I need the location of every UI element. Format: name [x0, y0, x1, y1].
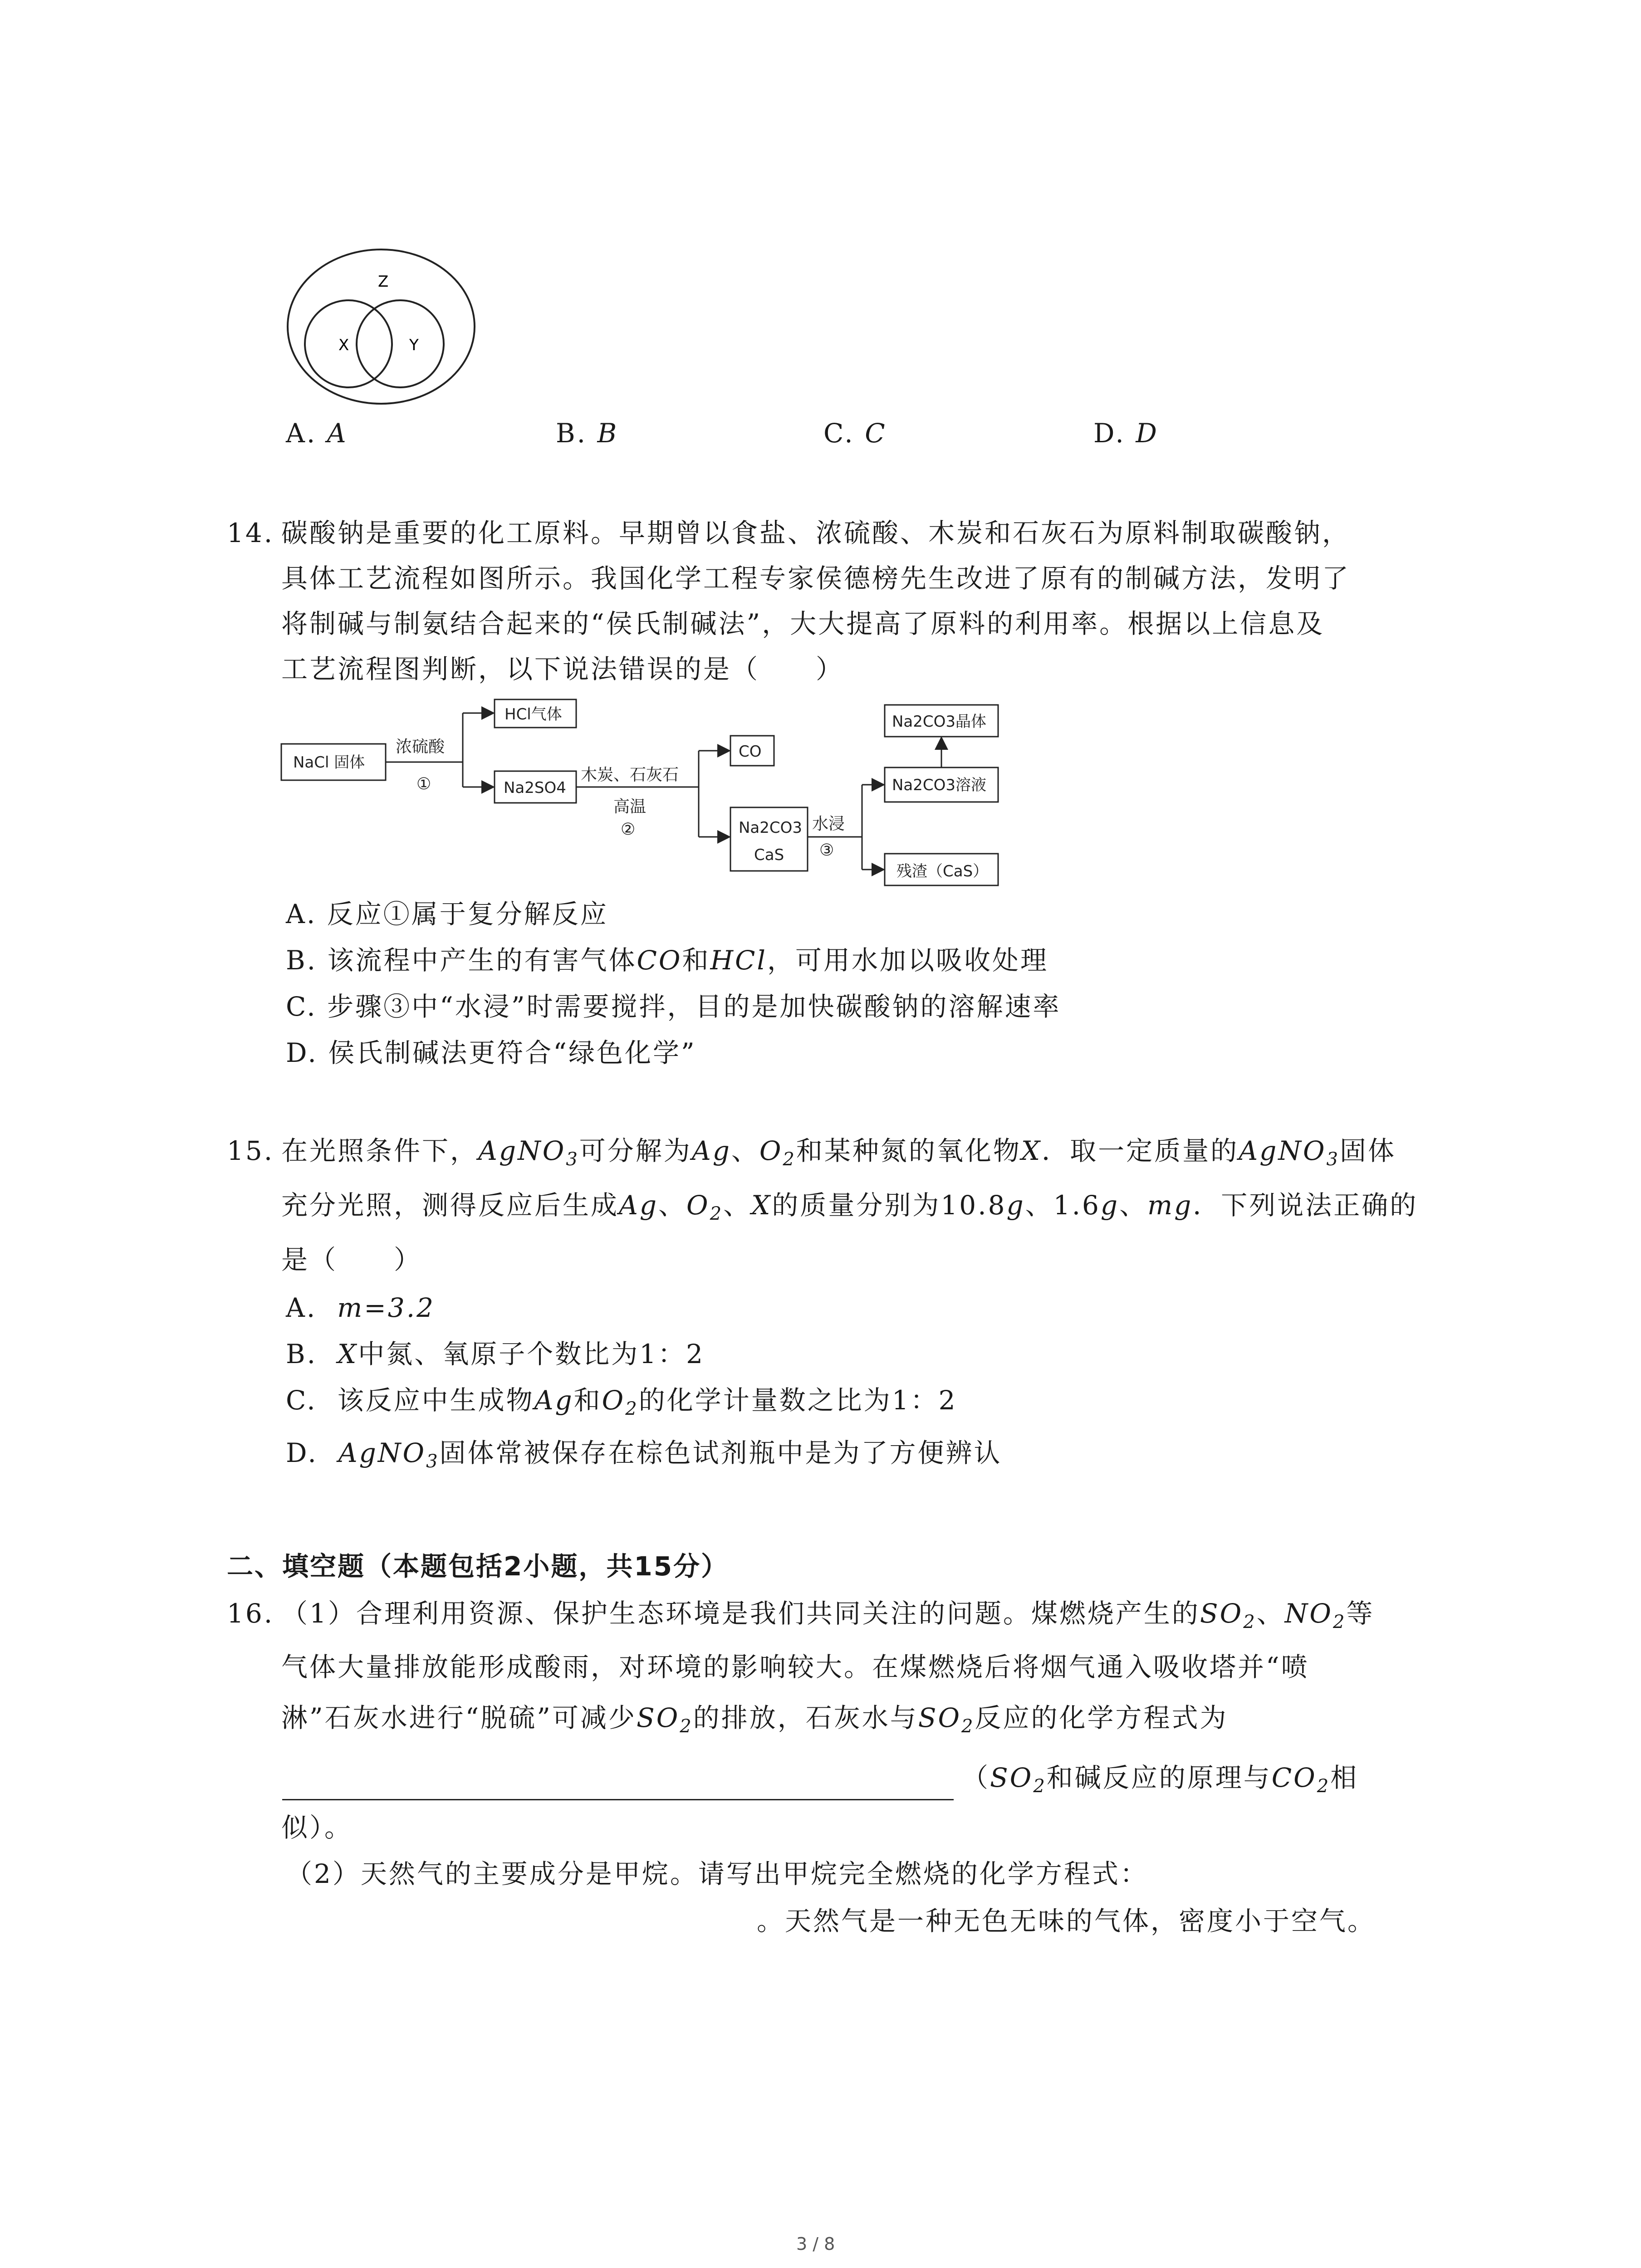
q15-number: 15.	[227, 1135, 274, 1166]
formula-so2: $SO_2$	[990, 1762, 1047, 1797]
q13-option-c-label: C.	[823, 418, 855, 449]
symbol-x: X	[751, 1190, 772, 1221]
q15-option-d	[286, 1437, 1002, 1477]
flow-co-label: CO	[739, 743, 762, 761]
q13-option-a-label: A.	[286, 418, 317, 449]
flow-step1-label: ①	[416, 775, 431, 793]
q15-option-c-text-b: 和	[573, 1385, 602, 1416]
formula-o2: $O_2$	[759, 1135, 796, 1170]
q13-option-d-label: D.	[1093, 418, 1126, 449]
q16-l1-text-a: （1）合理利用资源、保护生态环境是我们共同关注的问题。煤燃烧产生的	[281, 1598, 1200, 1629]
q16-line-2: 气体大量排放能形成酸雨，对环境的影响较大。在煤燃烧后将烟气通入吸收塔并“喷	[281, 1652, 1309, 1682]
q15-option-d-text: 固体常被保存在棕色试剂瓶中是为了方便辨认	[439, 1437, 1002, 1468]
q15-option-c-text-c: 的化学计量数之比为1：2	[638, 1385, 957, 1416]
q16-number: 16.	[227, 1598, 274, 1629]
venn-y-label: Y	[409, 336, 419, 354]
flow-step3-label: ③	[819, 841, 834, 860]
formula-ag: Ag	[691, 1135, 731, 1166]
formula-so2: $SO_2$	[918, 1702, 975, 1737]
q14-option-d: D. 侯氏制碱法更符合“绿色化学”	[286, 1037, 696, 1068]
formula-ag: Ag	[619, 1190, 659, 1221]
q14-number: 14.	[227, 518, 274, 548]
q15-l2-text-b: 的质量分别为	[772, 1190, 941, 1221]
q15-option-b-label: B.	[286, 1339, 318, 1369]
flow-high-temp-label: 高温	[613, 797, 647, 816]
q16-l3-text-a: 淋”石灰水进行“脱硫”可减少	[281, 1702, 637, 1733]
q16-l4-text-b: 和碱反应的原理与	[1046, 1762, 1272, 1793]
flow-nacl-label: NaCl 固体	[293, 753, 365, 772]
q16-line-4	[962, 1762, 1358, 1802]
answer-blank-2[interactable]	[282, 1936, 763, 1937]
q16-line-3	[281, 1702, 1228, 1742]
q14-option-a: A. 反应①属于复分解反应	[286, 899, 608, 929]
section-heading: 二、填空题（本题包括2小题，共15分）	[227, 1551, 729, 1582]
q15-l1-text-b: 可分解为	[579, 1135, 692, 1166]
venn-y-circle	[357, 300, 444, 387]
flow-residue-label: 残渣（CaS）	[896, 862, 989, 880]
q15-option-b	[286, 1338, 705, 1370]
q15-l1-text-d: ．取一定质量的	[1042, 1135, 1239, 1166]
q15-l1-text-e: 固体	[1339, 1135, 1396, 1166]
process-flow-diagram	[277, 699, 1012, 898]
q14-option-b-hcl: HCl	[710, 945, 767, 976]
q16-line-7: 。天然气是一种无色无味的气体，密度小于空气。	[757, 1906, 1376, 1936]
q14-option-b-co: CO	[637, 945, 682, 976]
q15-option-c	[286, 1384, 957, 1425]
symbol-x: X	[337, 1339, 358, 1369]
q15-option-a-label: A.	[286, 1292, 317, 1323]
formula-so2: $SO_2$	[636, 1702, 693, 1737]
flow-solution-label: Na2CO3溶液	[892, 776, 987, 794]
q14-option-c: C. 步骤③中“水浸”时需要搅拌，目的是加快碳酸钠的溶解速率	[286, 991, 1061, 1022]
formula-co2: $CO_2$	[1271, 1762, 1331, 1797]
q13-option-a-value: A	[327, 418, 348, 449]
q15-line-1: 在光照条件下，AgNO$_3$可分解为Ag、$O_2$和某种氮的氧化物X．取一定质量的AgNO$_3$固体	[281, 1135, 1396, 1170]
q16-l3-text-c: 反应的化学方程式为	[975, 1702, 1228, 1733]
q16-line-5: 似）。	[281, 1812, 353, 1843]
mass-values: 10.8g、1.6g、mg	[941, 1190, 1193, 1221]
q16-line-1: （1）合理利用资源、保护生态环境是我们共同关注的问题。煤燃烧产生的$SO_2$、$NO_2$等	[281, 1598, 1375, 1633]
q14-option-b-rest: ，可用水加以吸收处理	[767, 945, 1048, 976]
flow-crystal-label: Na2CO3晶体	[892, 713, 987, 731]
formula-agno3: AgNO$_3$	[1239, 1135, 1340, 1170]
flow-step2-label: ②	[621, 820, 636, 839]
q16-l4-text-c: 相	[1330, 1762, 1359, 1793]
venn-z-label: Z	[378, 273, 389, 291]
answer-blank-1[interactable]	[282, 1799, 954, 1800]
q15-line-3: 是（ ）	[281, 1244, 422, 1275]
q15-option-a	[286, 1292, 435, 1324]
q15-option-c-label: C.	[286, 1385, 317, 1416]
q16-l3-text-b: 的排放，石灰水与	[693, 1702, 918, 1733]
q13-option-c	[823, 417, 887, 449]
venn-x-label: X	[338, 336, 349, 354]
flow-hcl-label: HCl气体	[505, 705, 562, 723]
q14-line-1: 碳酸钠是重要的化工原料。早期曾以食盐、浓硫酸、木炭和石灰石为原料制取碳酸钠，	[281, 518, 1351, 548]
flow-mix-bottom-label: CaS	[754, 846, 784, 864]
formula-so2: $SO_2$	[1200, 1598, 1257, 1633]
q16-l4-text-a: （	[962, 1762, 990, 1793]
venn-diagram	[281, 245, 481, 408]
q16-line-6: （2）天然气的主要成分是甲烷。请写出甲烷完全燃烧的化学方程式：	[286, 1858, 1148, 1889]
q15-l2-text-a: 充分光照，测得反应后生成	[281, 1190, 619, 1221]
q13-option-d	[1093, 417, 1159, 449]
q13-option-d-value: D	[1136, 418, 1159, 449]
symbol-x: X	[1021, 1135, 1042, 1166]
formula-ag: Ag	[534, 1385, 574, 1416]
formula-o2: $O_2$	[602, 1385, 639, 1419]
q14-line-2: 具体工艺流程如图所示。我国化学工程专家侯德榜先生改进了原有的制碱方法，发明了	[281, 563, 1351, 594]
formula-agno3: AgNO$_3$	[338, 1437, 440, 1472]
flow-conc-acid-label: 浓硫酸	[396, 738, 445, 756]
q15-line-2: 充分光照，测得反应后生成Ag、$O_2$、X的质量分别为10.8g、1.6g、mg．下列说法正确的	[281, 1190, 1418, 1224]
q15-l1-text-a: 在光照条件下，	[281, 1135, 479, 1166]
q16-l1-text-b: 等	[1346, 1598, 1375, 1629]
q14-option-b-and: 和	[682, 945, 710, 976]
q15-option-d-label: D.	[286, 1437, 318, 1468]
q13-option-c-value: C	[865, 418, 887, 449]
formula-o2: $O_2$	[686, 1190, 724, 1224]
q15-option-a-value: m=3.2	[337, 1292, 436, 1323]
formula-agno3: AgNO$_3$	[478, 1135, 579, 1170]
q13-option-b	[556, 417, 618, 449]
q14-line-3: 将制碱与制氨结合起来的“侯氏制碱法”，大大提高了原料的利用率。根据以上信息及	[281, 608, 1325, 639]
q15-option-b-text: 中氮、氧原子个数比为1：2	[358, 1339, 705, 1369]
flow-na2so4-label: Na2SO4	[504, 779, 566, 797]
formula-no2: $NO_2$	[1284, 1598, 1347, 1633]
flow-reagents-label: 木炭、石灰石	[581, 766, 679, 784]
q15-l1-text-c: 和某种氮的氧化物	[796, 1135, 1021, 1166]
q14-option-b	[286, 944, 1048, 976]
q14-option-b-text: B. 该流程中产生的有害气体	[286, 945, 637, 976]
q14-line-4: 工艺流程图判断，以下说法错误的是（ ）	[281, 654, 844, 684]
q15-l2-text-c: ．下列说法正确的	[1193, 1190, 1418, 1221]
page-number: 3 / 8	[796, 2234, 835, 2254]
q13-option-b-value: B	[597, 418, 619, 449]
flow-mix-top-label: Na2CO3	[739, 819, 803, 837]
q15-option-c-text-a: 该反应中生成物	[337, 1385, 534, 1416]
flow-water-soak-label: 水浸	[812, 815, 845, 833]
q13-option-b-label: B.	[556, 418, 588, 449]
q13-option-a	[286, 417, 348, 449]
